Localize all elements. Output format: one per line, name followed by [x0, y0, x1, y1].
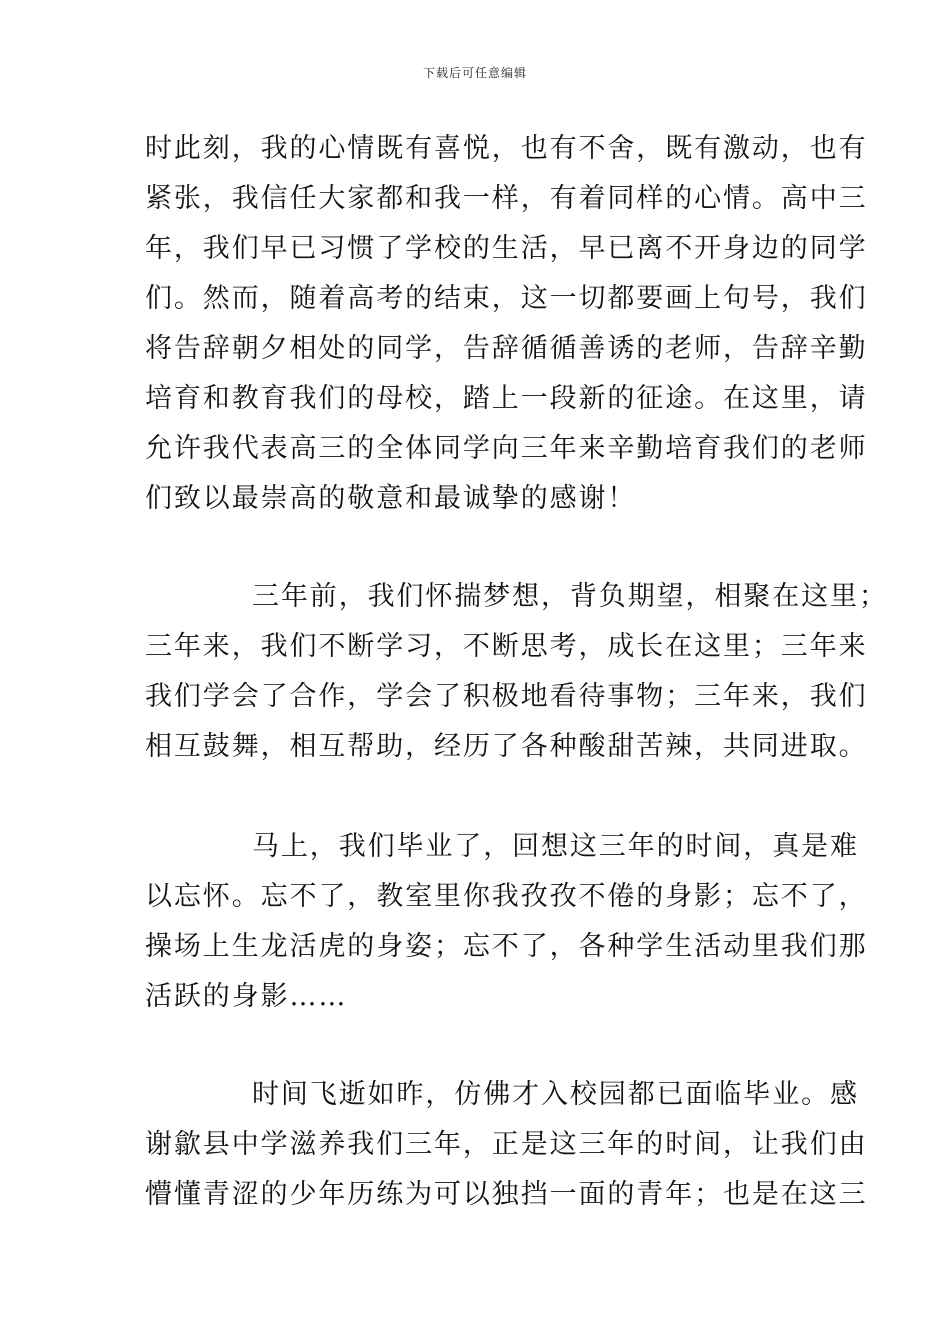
text-line: 将告辞朝夕相处的同学，告辞循循善诱的老师，告辞辛勤	[145, 333, 868, 364]
text-line: 以忘怀。忘不了，教室里你我孜孜不倦的身影；忘不了，	[145, 881, 868, 912]
text-line: 培育和教育我们的母校，踏上一段新的征途。在这里，请	[145, 383, 868, 414]
text-line: 允许我代表高三的全体同学向三年来辛勤培育我们的老师	[145, 433, 868, 464]
text-line: 三年前，我们怀揣梦想，背负期望，相聚在这里；	[252, 581, 888, 612]
text-line: 相互鼓舞，相互帮助，经历了各种酸甜苦辣，共同进取。	[145, 731, 868, 762]
text-line: 活跃的身影……	[145, 981, 348, 1012]
text-line: 马上，我们毕业了，回想这三年的时间，真是难	[252, 831, 859, 862]
text-line: 操场上生龙活虎的身姿；忘不了，各种学生活动里我们那	[145, 931, 868, 962]
text-line: 谢歙县中学滋养我们三年，正是这三年的时间，让我们由	[145, 1129, 868, 1160]
text-line: 我们学会了合作，学会了积极地看待事物；三年来，我们	[145, 681, 868, 712]
text-line: 时间飞逝如昨，仿佛才入校园都已面临毕业。感	[252, 1079, 859, 1110]
text-line: 紧张，我信任大家都和我一样，有着同样的心情。高中三	[145, 183, 868, 214]
text-line: 们。然而，随着高考的结束，这一切都要画上句号，我们	[145, 283, 868, 314]
text-line: 年，我们早已习惯了学校的生活，早已离不开身边的同学	[145, 233, 868, 264]
page-header: 下载后可任意编辑	[422, 66, 527, 80]
text-line: 时此刻，我的心情既有喜悦，也有不舍，既有激动，也有	[145, 133, 868, 164]
text-line: 懵懂青涩的少年历练为可以独挡一面的青年；也是在这三	[145, 1179, 868, 1210]
text-line: 三年来，我们不断学习，不断思考，成长在这里；三年来	[145, 631, 868, 662]
text-line: 们致以最崇高的敬意和最诚挚的感谢！	[145, 483, 637, 514]
